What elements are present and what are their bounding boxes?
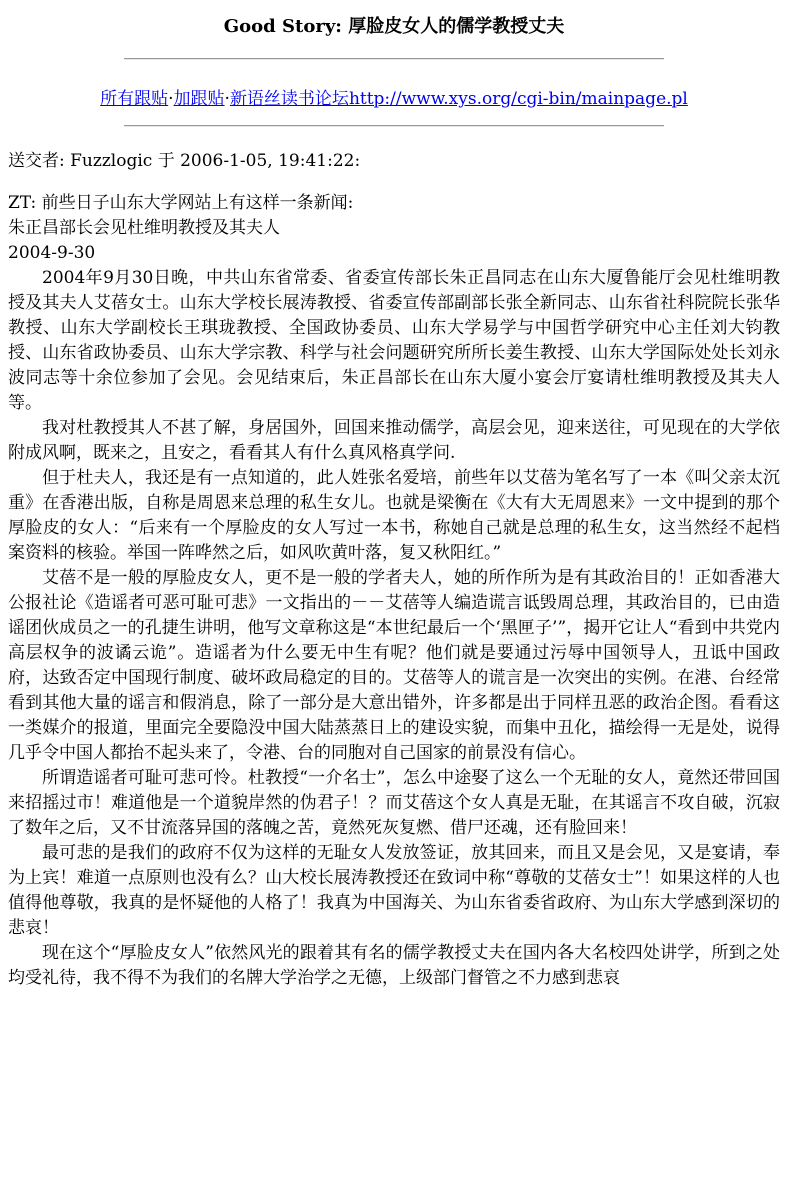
forum-name: 新语丝读书论坛 xyxy=(229,89,349,109)
article-paragraph: 我对杜教授其人不甚了解，身居国外，回国来推动儒学，高层会见，迎来送往，可见现在的大学依附成风啊，既来之，且安之，看看其人有什么真风格真学问. xyxy=(8,418,780,463)
nav-links xyxy=(8,87,780,111)
nav-separator: · xyxy=(168,89,174,109)
intro-line: 朱正昌部长会见杜维明教授及其夫人 xyxy=(8,218,280,238)
bottom-divider xyxy=(124,125,664,127)
article-paragraph: 但于杜夫人，我还是有一点知道的，此人姓张名爱培，前些年以艾蓓为笔名写了一本《叫父亲太沉重》在香港出版，自称是周恩来总理的私生女儿。也就是梁衡在《大有大无周恩来》一文中提到的那个厚脸皮的女人：“后来有一个厚脸皮的女人写过一本书，称她自己就是总理的私生女，这当然经不起档案资料的核验。举国一阵哗然之后，如风吹黄叶落，复又秋阳红。” xyxy=(8,468,780,563)
forum-url: http://www.xys.org/cgi-bin/mainpage.pl xyxy=(348,89,688,109)
intro-line: 2004-9-30 xyxy=(8,243,96,263)
page-title: Good Story: 厚脸皮女人的儒学教授丈夫 xyxy=(223,16,565,37)
all-posts-link[interactable]: 所有跟贴 xyxy=(100,89,169,109)
article-paragraph: 所谓造谣者可耻可悲可怜。杜教授“一介名士”，怎么中途娶了这么一个无耻的女人，竟然还带回国来招摇过市！难道他是一个道貌岸然的伪君子！？而艾蓓这个女人真是无耻，在其谣言不攻自破，沉寂了数年之后，又不甘流落异国的落魄之苦，竟然死灰复燃、借尸还魂，还有脸回来！ xyxy=(8,768,780,838)
poster-info: 送交者: Fuzzlogic 于 2006-1-05, 19:41:22: xyxy=(8,151,361,171)
add-post-link[interactable]: 加跟贴 xyxy=(173,89,225,109)
article-paragraph: 现在这个“厚脸皮女人”依然风光的跟着其有名的儒学教授丈夫在国内各大名校四处讲学，所到之处均受礼待，我不得不为我们的名牌大学治学之无德，上级部门督管之不力感到悲哀 xyxy=(8,943,780,988)
nav-separator: · xyxy=(224,89,230,109)
article-paragraph: 2004年9月30日晚，中共山东省常委、省委宣传部长朱正昌同志在山东大厦鲁能厅会见杜维明教授及其夫人艾蓓女士。山东大学校长展涛教授、省委宣传部副部长张全新同志、山东省社科院院长张华教授、山东大学副校长王琪珑教授、全国政协委员、山东大学易学与中国哲学研究中心主任刘大钧教授、山东省政协委员、山东大学宗教、科学与社会问题研究所所长姜生教授、山东大学国际处处长刘永波同志等十余位参加了会见。会见结束后，朱正昌部长在山东大厦小宴会厅宴请杜维明教授及其夫人等。 xyxy=(8,268,780,413)
article-paragraph: 最可悲的是我们的政府不仅为这样的无耻女人发放签证，放其回来，而且又是会见，又是宴请，奉为上宾！难道一点原则也没有么？山大校长展涛教授还在致词中称“尊敬的艾蓓女士”！如果这样的人也值得他尊敬，我真的是怀疑他的人格了！我真为中国海关、为山东省委省政府、为山东大学感到深切的悲哀！ xyxy=(8,843,780,938)
forum-link[interactable] xyxy=(230,89,688,109)
intro-line: ZT: 前些日子山东大学网站上有这样一条新闻: xyxy=(8,193,354,213)
top-divider xyxy=(124,58,664,60)
article-paragraph: 艾蓓不是一般的厚脸皮女人，更不是一般的学者夫人，她的所作所为是有其政治目的！正如香港大公报社论《造谣者可恶可耻可悲》一文指出的－－艾蓓等人编造谎言诋毁周总理，其政治目的，已由造谣团伙成员之一的孔捷生讲明，他写文章称这是“本世纪最后一个‘黑匣子’”，揭开它让人“看到中共党内高层权争的波谲云诡”。造谣者为什么要无中生有呢？他们就是要通过污辱中国领导人，丑诋中国政府，达致否定中国现行制度、破坏政局稳定的目的。艾蓓等人的谎言是一次突出的实例。在港、台经常看到其他大量的谣言和假消息，除了一部分是大意出错外，许多都是出于同样丑恶的政治企图。看看这一类媒介的报道，里面完全要隐没中国大陆蒸蒸日上的建设实貌，而集中丑化，描绘得一无是处，说得几乎令中国人都抬不起头来了，令港、台的同胞对自己国家的前景没有信心。 xyxy=(8,568,780,763)
article-body xyxy=(8,191,780,991)
